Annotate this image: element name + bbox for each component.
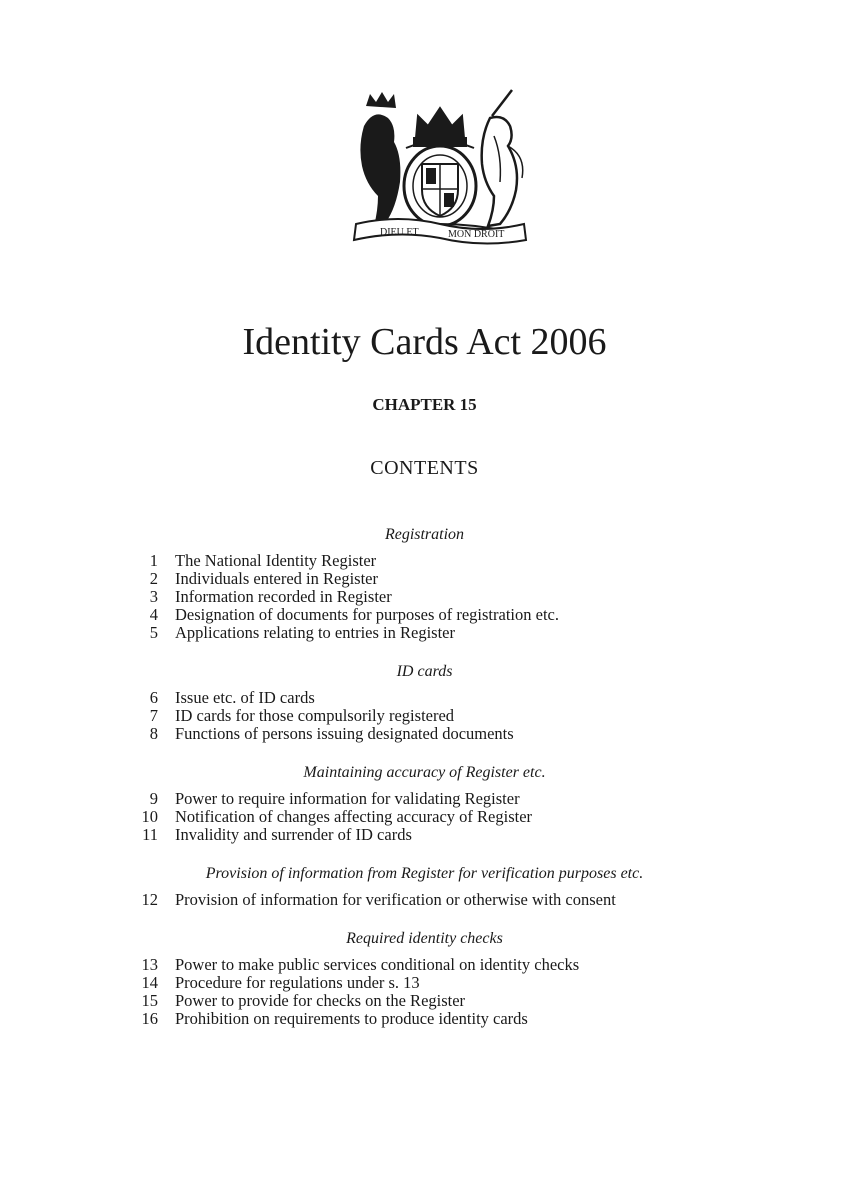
section-title: Designation of documents for purposes of registration etc. (175, 605, 559, 624)
crest-icon (344, 86, 536, 246)
section-title: Procedure for regulations under s. 13 (175, 973, 420, 992)
section-number: 14 (141, 973, 158, 992)
section-number: 5 (149, 623, 158, 642)
section-number: 4 (149, 605, 158, 624)
section-title: Information recorded in Register (175, 587, 392, 606)
toc-section (0, 524, 849, 642)
section-number: 16 (141, 1009, 158, 1028)
toc-entry[interactable] (0, 624, 849, 642)
section-title: Functions of persons issuing designated documents (175, 724, 514, 743)
section-number: 13 (141, 955, 158, 974)
toc-section (0, 863, 849, 909)
section-number: 2 (149, 569, 158, 588)
document-title: Identity Cards Act 2006 (242, 321, 607, 363)
toc-entry[interactable] (0, 588, 849, 606)
section-title: Provision of information for verification or otherwise with consent (175, 890, 616, 909)
crest-motto-right: MON DROIT (448, 229, 505, 240)
section-heading: ID cards (396, 663, 453, 680)
toc-entry[interactable] (0, 992, 849, 1010)
table-of-contents (0, 524, 849, 1028)
section-heading: Required identity checks (346, 930, 503, 947)
toc-entry[interactable] (0, 552, 849, 570)
section-number: 11 (142, 825, 158, 844)
section-title: Power to provide for checks on the Register (175, 991, 466, 1010)
section-title: Issue etc. of ID cards (175, 688, 315, 707)
section-heading: Registration (384, 526, 465, 543)
toc-entry[interactable] (0, 891, 849, 909)
section-gap (0, 909, 849, 928)
toc-section (0, 928, 849, 1028)
toc-entry[interactable] (0, 606, 849, 624)
toc-entry[interactable] (0, 974, 849, 992)
section-title: Notification of changes affecting accuracy of Register (175, 807, 533, 826)
section-title: Prohibition on requirements to produce identity cards (175, 1009, 528, 1028)
section-number: 8 (149, 724, 158, 743)
toc-entry[interactable] (0, 689, 849, 707)
chapter-number: CHAPTER 15 (372, 395, 477, 414)
section-number: 1 (149, 551, 158, 570)
section-number: 9 (149, 789, 158, 808)
section-heading: Maintaining accuracy of Register etc. (303, 764, 546, 781)
section-number: 15 (141, 991, 158, 1010)
section-title: Invalidity and surrender of ID cards (175, 825, 412, 844)
section-gap (0, 844, 849, 863)
toc-entry[interactable] (0, 725, 849, 743)
section-number: 3 (149, 587, 158, 606)
toc-entry[interactable] (0, 790, 849, 808)
toc-entry[interactable] (0, 1010, 849, 1028)
section-title: Applications relating to entries in Register (175, 623, 455, 642)
section-title: Power to require information for validating Register (175, 789, 520, 808)
section-title: Individuals entered in Register (175, 569, 378, 588)
toc-entry[interactable] (0, 826, 849, 844)
crest-motto-left: DIEU ET (380, 227, 419, 238)
section-heading: Provision of information from Register for verification purposes etc. (205, 865, 644, 882)
section-number: 7 (149, 706, 158, 725)
section-title: The National Identity Register (175, 551, 377, 570)
toc-entry[interactable] (0, 707, 849, 725)
section-gap (0, 743, 849, 762)
toc-entry[interactable] (0, 956, 849, 974)
toc-entry[interactable] (0, 808, 849, 826)
section-number: 12 (141, 890, 158, 909)
contents-heading: CONTENTS (370, 457, 479, 479)
toc-section (0, 762, 849, 844)
royal-coat-of-arms (344, 86, 536, 246)
section-title: Power to make public services conditional on identity checks (175, 955, 580, 974)
section-number: 6 (149, 688, 158, 707)
section-gap (0, 642, 849, 661)
section-number: 10 (141, 807, 158, 826)
toc-entry[interactable] (0, 570, 849, 588)
section-title: ID cards for those compulsorily registered (175, 706, 455, 725)
toc-section (0, 661, 849, 743)
